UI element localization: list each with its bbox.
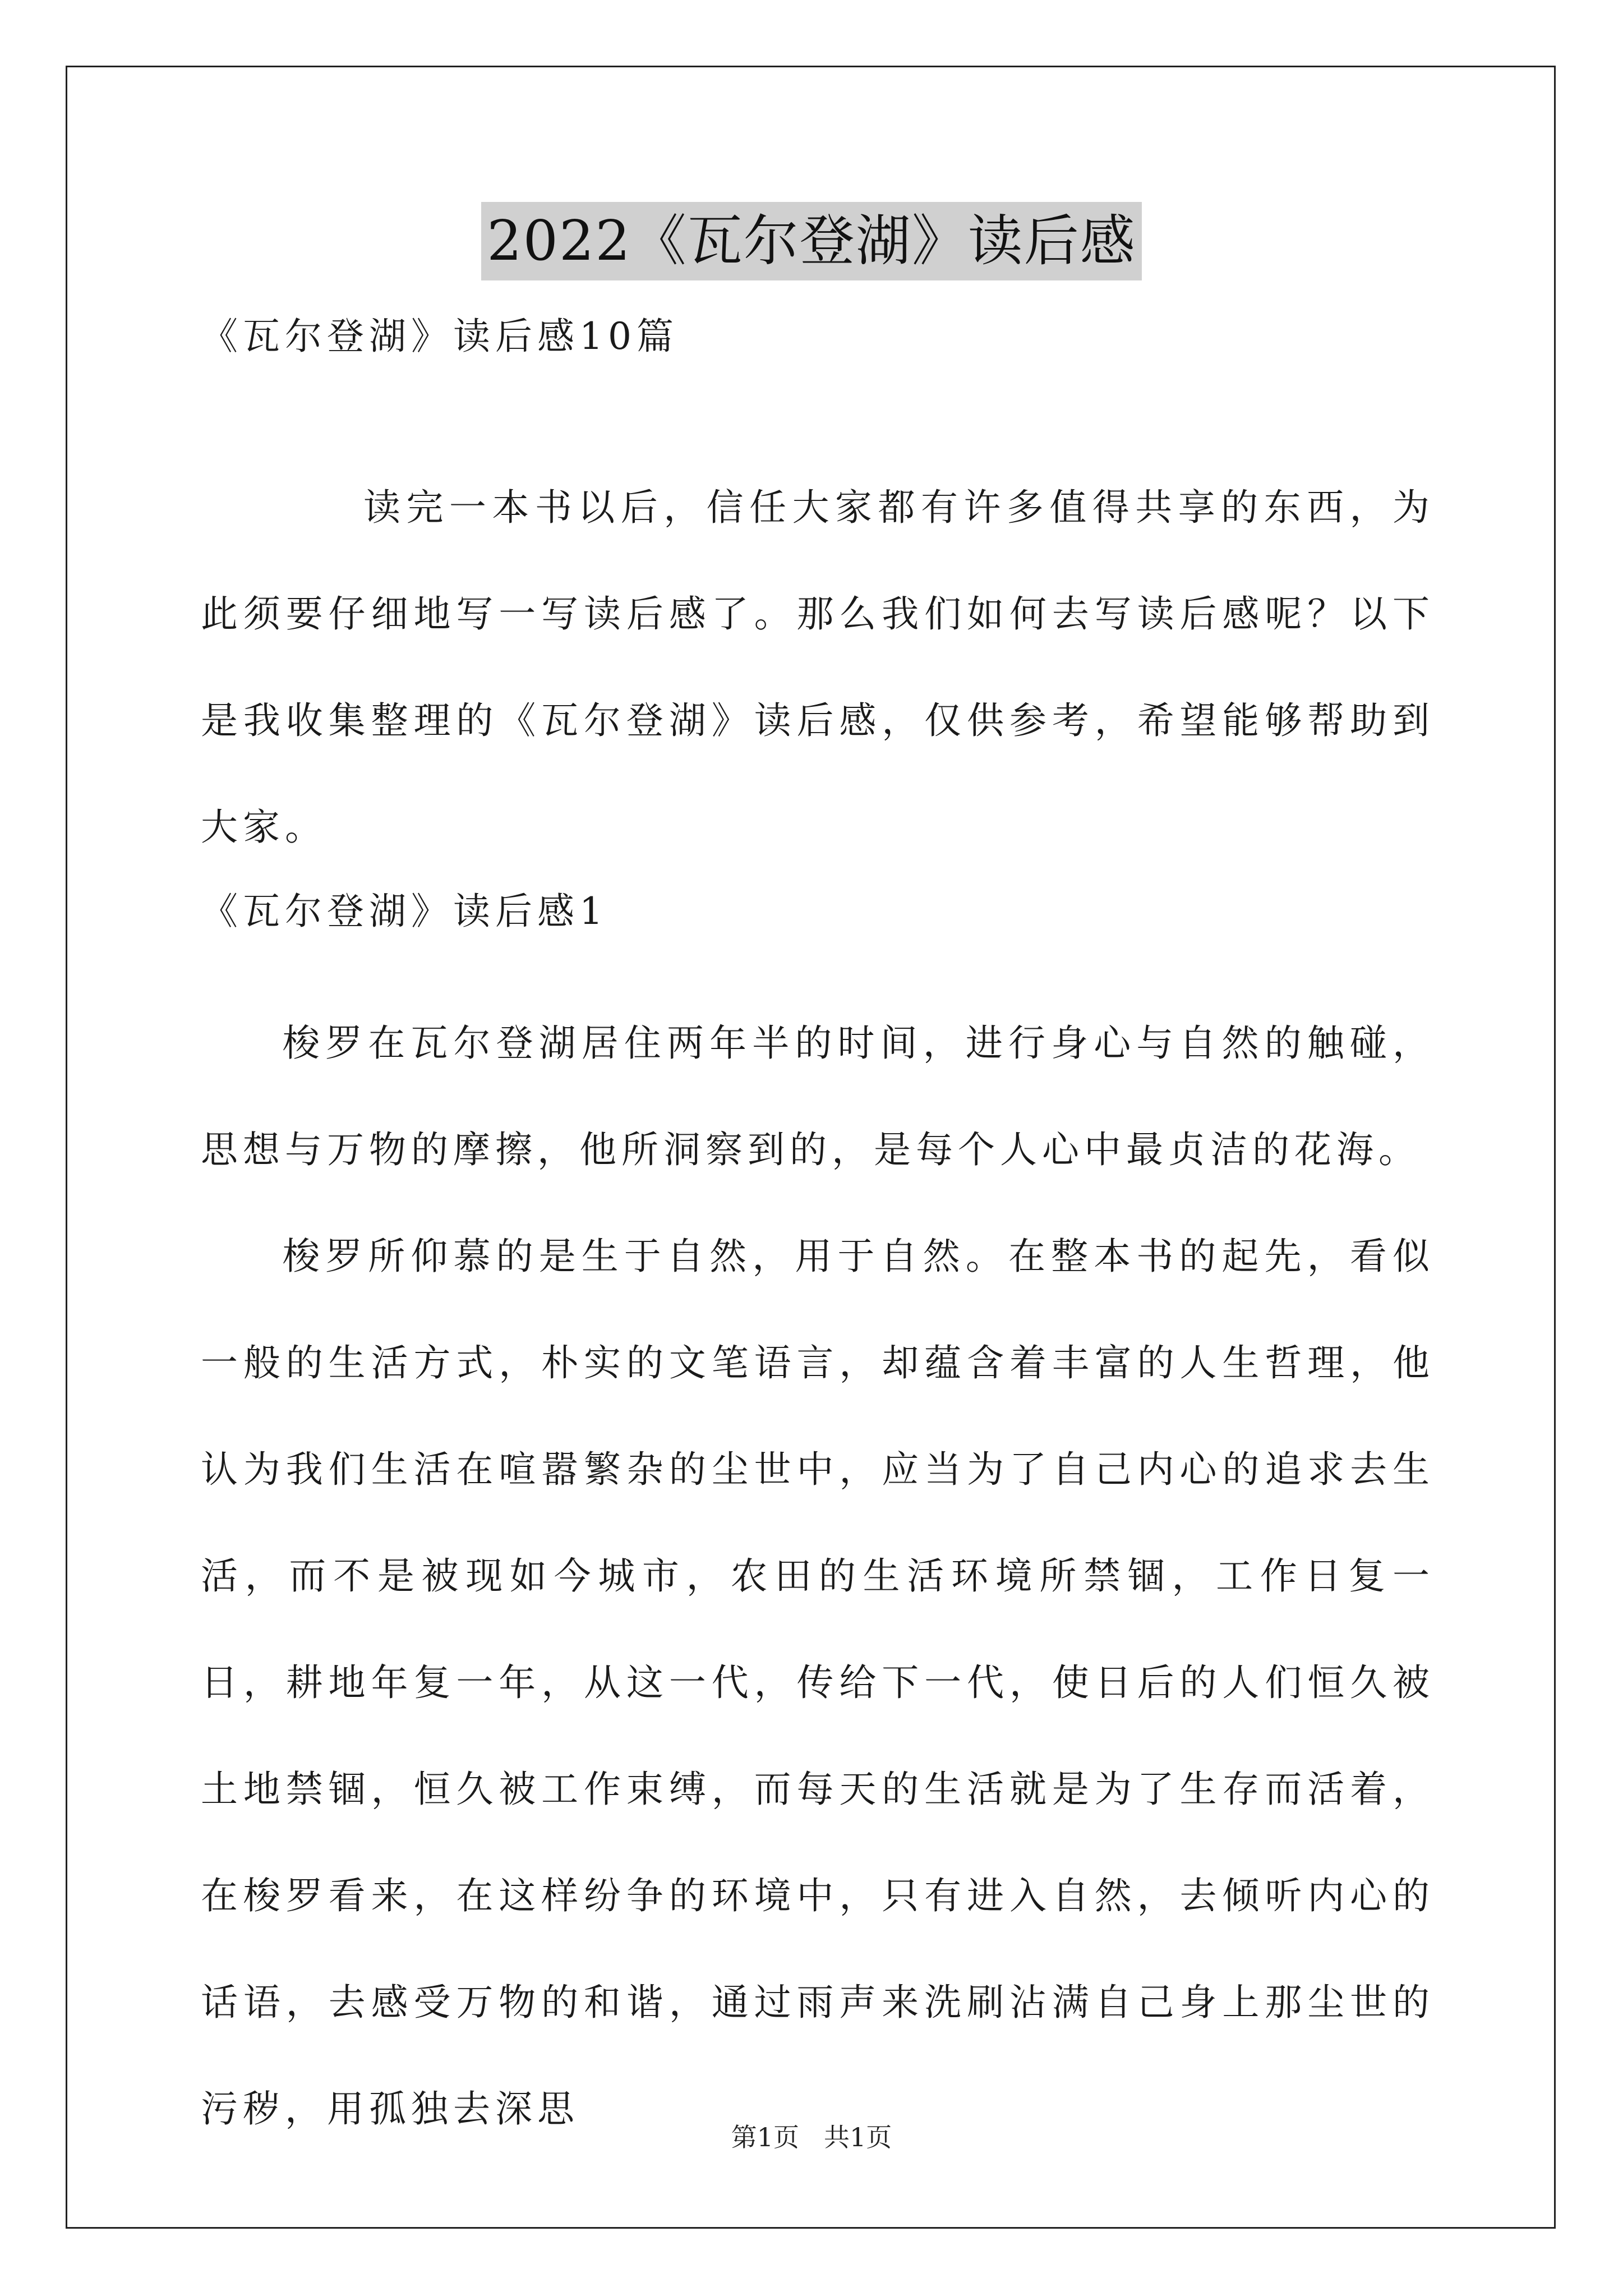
- body-paragraph: 梭罗所仰慕的是生于自然，用于自然。在整本书的起先，看似一般的生活方式，朴实的文笔语言，却蕴含着丰富的人生哲理，他认为我们生活在喧嚣繁杂的尘世中，应当为了自己内心的追求去生活，而不是被现如今城市，农田的生活环境所禁锢，工作日复一日，耕地年复一年，从这一代，传给下一代，使日后的人们恒久被土地禁锢，恒久被工作束缚，而每天的生活就是为了生存而活着，在梭罗看来，在这样纷争的环境中，只有进入自然，去倾听内心的话语，去感受万物的和谐，通过雨声来洗刷沾满自己身上那尘世的污秽，用孤独去深思: [201, 1235, 1435, 2131]
- page-total: 共1页: [823, 2122, 892, 2152]
- document-title: 2022《瓦尔登湖》读后感: [481, 202, 1141, 280]
- intro-paragraph: 读完一本书以后，信任大家都有许多值得共享的东西，为此须要仔细地写一写读后感了。那么我们如何去写读后感呢？以下是我收集整理的《瓦尔登湖》读后感，仅供参考，希望能够帮助到大家。: [201, 486, 1435, 849]
- title-container: [0, 202, 1623, 280]
- page-footer: [0, 2120, 1623, 2154]
- document-subtitle: 《瓦尔登湖》读后感10篇: [201, 315, 679, 358]
- section-heading: 《瓦尔登湖》读后感1: [201, 890, 608, 933]
- body-paragraph: 梭罗在瓦尔登湖居住两年半的时间，进行身心与自然的触碰，思想与万物的摩擦，他所洞察到的，是每个人心中最贞洁的花海。: [201, 1022, 1435, 1171]
- page-number: 第1页: [731, 2122, 800, 2152]
